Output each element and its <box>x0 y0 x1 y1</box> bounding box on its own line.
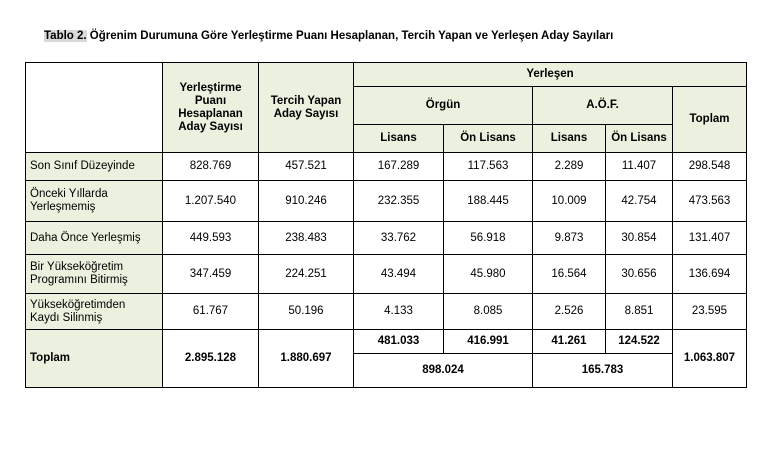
cell-orgun-lisans: 232.355 <box>354 181 444 222</box>
table-row <box>26 181 747 222</box>
total-aof-lisans: 41.261 <box>533 330 606 354</box>
header-puan: Yerleştirme Puanı Hesaplanan Aday Sayısı <box>163 63 259 153</box>
cell-aof-lisans: 10.009 <box>533 181 606 222</box>
cell-aof-onlisans: 8.851 <box>606 294 673 330</box>
header-orgun-onlisans: Ön Lisans <box>444 125 533 153</box>
total-orgun-sum: 898.024 <box>354 354 533 388</box>
cell-aof-lisans: 2.289 <box>533 153 606 181</box>
cell-tercih: 457.521 <box>259 153 354 181</box>
corner-cell <box>26 63 163 153</box>
total-orgun-lisans: 481.033 <box>354 330 444 354</box>
header-toplam: Toplam <box>673 87 747 153</box>
header-orgun: Örgün <box>354 87 533 125</box>
cell-toplam: 136.694 <box>673 255 747 294</box>
total-aof-sum: 165.783 <box>533 354 673 388</box>
table-caption <box>44 30 613 42</box>
cell-puan: 61.767 <box>163 294 259 330</box>
cell-orgun-onlisans: 188.445 <box>444 181 533 222</box>
caption-label: Tablo 2. <box>44 30 87 42</box>
cell-orgun-onlisans: 45.980 <box>444 255 533 294</box>
header-aof-onlisans: Ön Lisans <box>606 125 673 153</box>
cell-puan: 347.459 <box>163 255 259 294</box>
cell-orgun-onlisans: 56.918 <box>444 222 533 255</box>
cell-tercih: 50.196 <box>259 294 354 330</box>
cell-aof-onlisans: 30.854 <box>606 222 673 255</box>
total-tercih: 1.880.697 <box>259 330 354 388</box>
cell-orgun-lisans: 33.762 <box>354 222 444 255</box>
total-grand: 1.063.807 <box>673 330 747 388</box>
total-aof-onlisans: 124.522 <box>606 330 673 354</box>
cell-tercih: 224.251 <box>259 255 354 294</box>
cell-aof-onlisans: 30.656 <box>606 255 673 294</box>
header-orgun-lisans: Lisans <box>354 125 444 153</box>
cell-puan: 828.769 <box>163 153 259 181</box>
cell-toplam: 131.407 <box>673 222 747 255</box>
row-label: Daha Önce Yerleşmiş <box>26 222 163 255</box>
row-label: Son Sınıf Düzeyinde <box>26 153 163 181</box>
caption-title: Öğrenim Durumuna Göre Yerleştirme Puanı Hesaplanan, Tercih Yapan ve Yerleşen Aday Sayıları <box>86 30 614 42</box>
header-tercih: Tercih Yapan Aday Sayısı <box>259 63 354 153</box>
placement-table <box>25 62 747 388</box>
header-aof: A.Ö.F. <box>533 87 673 125</box>
total-orgun-onlisans: 416.991 <box>444 330 533 354</box>
cell-orgun-lisans: 43.494 <box>354 255 444 294</box>
cell-puan: 449.593 <box>163 222 259 255</box>
total-label: Toplam <box>26 330 163 388</box>
cell-aof-lisans: 16.564 <box>533 255 606 294</box>
cell-orgun-onlisans: 117.563 <box>444 153 533 181</box>
cell-toplam: 298.548 <box>673 153 747 181</box>
total-puan: 2.895.128 <box>163 330 259 388</box>
total-row <box>26 330 747 354</box>
table-row <box>26 153 747 181</box>
table-row <box>26 222 747 255</box>
table-row <box>26 294 747 330</box>
cell-toplam: 23.595 <box>673 294 747 330</box>
cell-orgun-lisans: 4.133 <box>354 294 444 330</box>
cell-aof-lisans: 9.873 <box>533 222 606 255</box>
header-aof-lisans: Lisans <box>533 125 606 153</box>
cell-toplam: 473.563 <box>673 181 747 222</box>
row-label: Önceki Yıllarda Yerleşmemiş <box>26 181 163 222</box>
table-row <box>26 255 747 294</box>
cell-tercih: 238.483 <box>259 222 354 255</box>
cell-aof-lisans: 2.526 <box>533 294 606 330</box>
cell-orgun-onlisans: 8.085 <box>444 294 533 330</box>
cell-aof-onlisans: 42.754 <box>606 181 673 222</box>
cell-puan: 1.207.540 <box>163 181 259 222</box>
row-label: Bir Yükseköğretim Programını Bitirmiş <box>26 255 163 294</box>
cell-tercih: 910.246 <box>259 181 354 222</box>
row-label: Yükseköğretimden Kaydı Silinmiş <box>26 294 163 330</box>
cell-orgun-lisans: 167.289 <box>354 153 444 181</box>
cell-aof-onlisans: 11.407 <box>606 153 673 181</box>
header-yerlesen: Yerleşen <box>354 63 747 87</box>
